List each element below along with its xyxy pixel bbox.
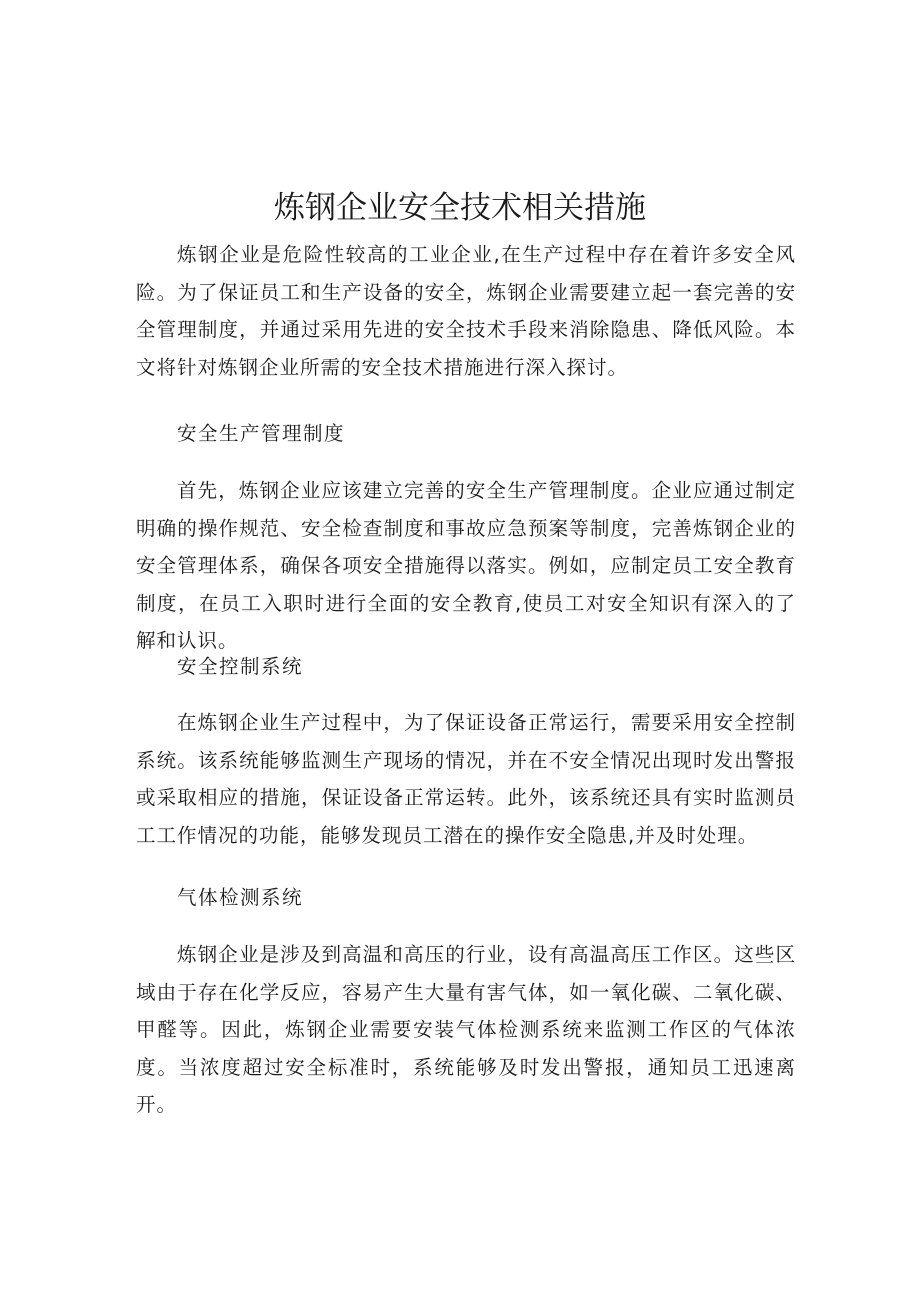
- document-title: 炼钢企业安全技术相关措施: [274, 190, 646, 226]
- section-heading-gas-detection: 气体检测系统: [177, 886, 304, 909]
- section-body-safety-control: 在炼钢企业生产过程中，为了保证设备正常运行，需要采用安全控制系统。该系统能够监测生产现场的情况，并在不安全情况出现时发出警报或采取相应的措施，保证设备正常运转。此外，该系统还具有实时监测员工工作情况的功能，能够发现员工潜在的操作安全隐患,并及时处理。: [136, 711, 796, 847]
- section-body-safety-management: 首先，炼钢企业应该建立完善的安全生产管理制度。企业应通过制定明确的操作规范、安全检查制度和事故应急预案等制度，完善炼钢企业的安全管理体系，确保各项安全措施得以落实。例如，应制定员工安全教育制度，在员工入职时进行全面的安全教育,使员工对安全知识有深入的了解和认识。: [136, 479, 796, 652]
- section-heading-safety-control: 安全控制系统: [177, 655, 304, 678]
- section-heading-safety-management: 安全生产管理制度: [177, 422, 346, 445]
- section-body-gas-detection: 炼钢企业是涉及到高温和高压的行业，设有高温高压工作区。这些区域由于存在化学反应，容易产生大量有害气体，如一氧化碳、二氧化碳、甲醛等。因此，炼钢企业需要安装气体检测系统来监测工作区的气体浓度。当浓度超过安全标准时，系统能够及时发出警报，通知员工迅速离开。: [136, 943, 796, 1116]
- intro-paragraph: 炼钢企业是危险性较高的工业企业,在生产过程中存在着许多安全风险。为了保证员工和生产设备的安全，炼钢企业需要建立起一套完善的安全管理制度，并通过采用先进的安全技术手段来消除隐患、降低风险。本文将针对炼钢企业所需的安全技术措施进行深入探讨。: [136, 243, 796, 379]
